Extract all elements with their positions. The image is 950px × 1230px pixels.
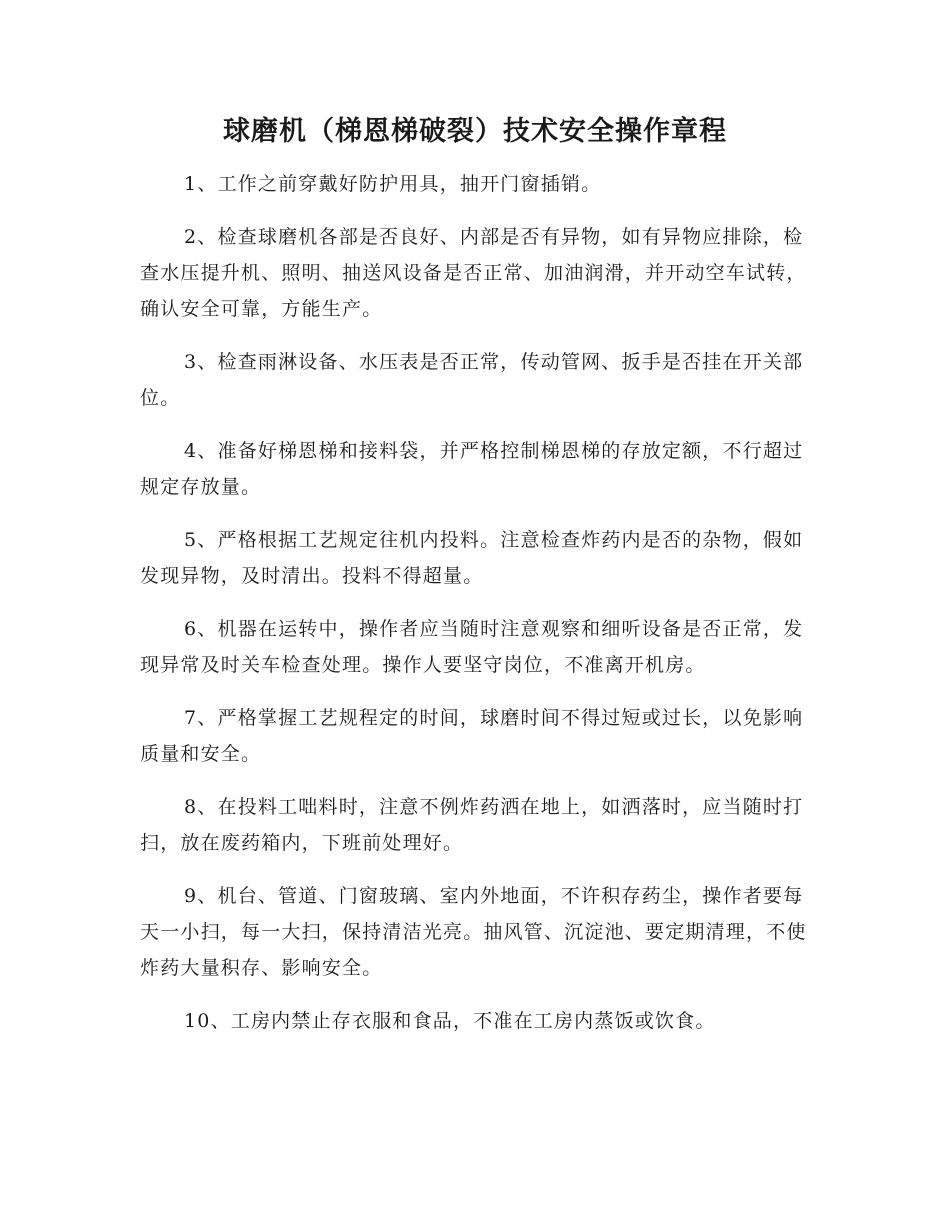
paragraph-6: 6、机器在运转中，操作者应当随时注意观察和细听设备是否正常，发现异常及时关车检查处理。操作人要坚守岗位，不准离开机房。 xyxy=(140,618,804,676)
paragraph-7: 7、严格掌握工艺规程定的时间，球磨时间不得过短或过长，以免影响质量和安全。 xyxy=(140,707,804,765)
document-title: 球磨机（梯恩梯破裂）技术安全操作章程 xyxy=(223,116,727,147)
paragraph-2: 2、检查球磨机各部是否良好、内部是否有异物，如有异物应排除，检查水压提升机、照明、抽送风设备是否正常、加油润滑，并开动空车试转，确认安全可靠，方能生产。 xyxy=(140,226,807,320)
paragraph-9: 9、机台、管道、门窗玻璃、室内外地面，不许积存药尘，操作者要每天一小扫，每一大扫，保持清洁光亮。抽风管、沉淀池、要定期清理，不使炸药大量积存、影响安全。 xyxy=(140,885,807,979)
paragraph-5: 5、严格根据工艺规定往机内投料。注意检查炸药内是否的杂物，假如发现异物，及时清出。投料不得超量。 xyxy=(140,529,804,587)
document-body xyxy=(140,166,808,1056)
paragraph-8: 8、在投料工咄料时，注意不例炸药洒在地上，如洒落时，应当随时打扫，放在废药箱内，下班前处理好。 xyxy=(140,796,804,854)
paragraph-10: 10、工房内禁止存衣服和食品，不准在工房内蒸饭或饮食。 xyxy=(184,1010,716,1032)
paragraph-4: 4、准备好梯恩梯和接料袋，并严格控制梯恩梯的存放定额，不行超过规定存放量。 xyxy=(140,440,804,498)
paragraph-3: 3、检查雨淋设备、水压表是否正常，传动管网、扳手是否挂在开关部位。 xyxy=(140,351,804,409)
paragraph-1: 1、工作之前穿戴好防护用具，抽开门窗插销。 xyxy=(184,173,602,195)
